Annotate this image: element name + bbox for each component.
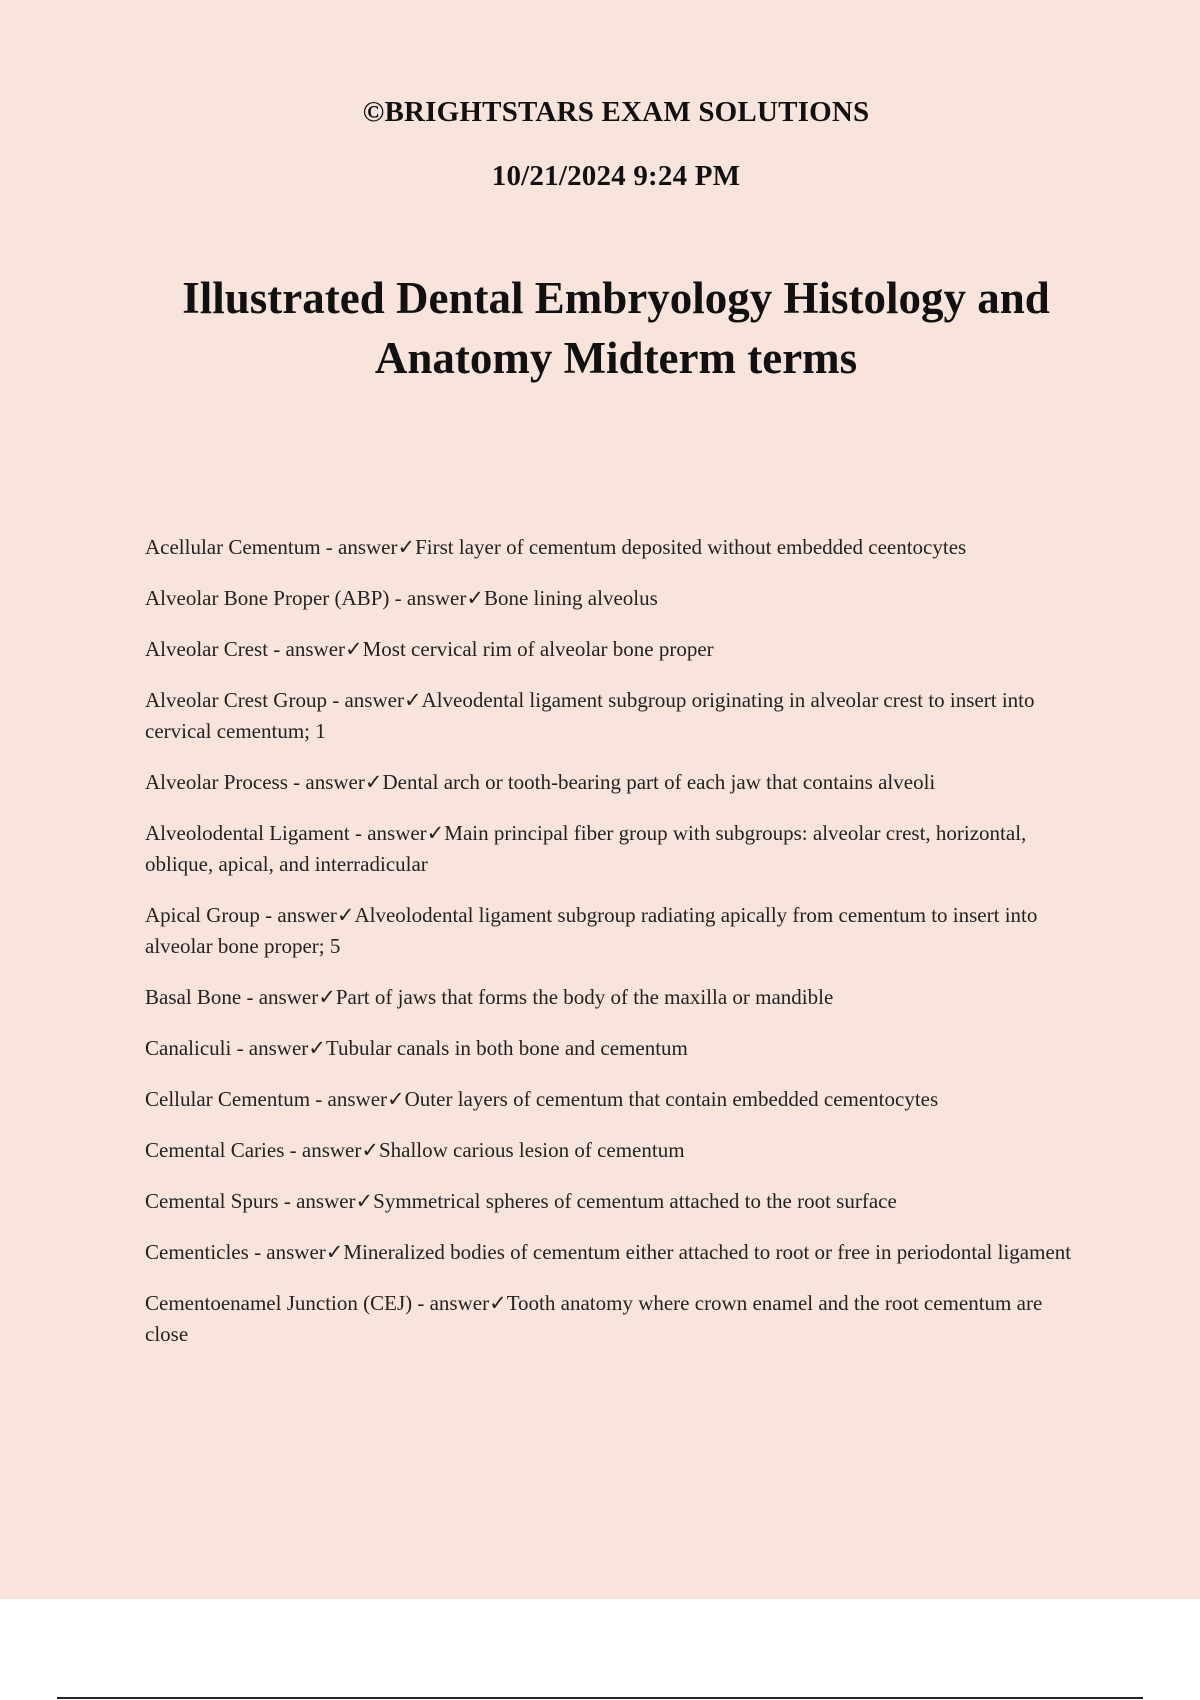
term-entry: [145, 982, 1085, 1013]
checkmark-icon: ✓: [489, 1291, 507, 1315]
term-entry: [145, 634, 1085, 665]
term-definition: Mineralized bodies of cementum either attached to root or free in periodontal ligament: [343, 1240, 1072, 1264]
answer-separator: - answer: [310, 1087, 388, 1111]
checkmark-icon: ✓: [466, 586, 484, 610]
term-name: Alveolar Crest Group: [145, 688, 327, 712]
checkmark-icon: ✓: [318, 985, 336, 1009]
term-name: Alveolar Process: [145, 770, 288, 794]
answer-separator: - answer: [412, 1291, 490, 1315]
answer-separator: - answer: [241, 985, 319, 1009]
title-line-2: Anatomy Midterm terms: [374, 333, 858, 383]
checkmark-icon: ✓: [364, 770, 383, 794]
answer-separator: - answer: [326, 688, 404, 712]
term-entry: [145, 1186, 1085, 1217]
header-datetime: 10/21/2024 9:24 PM: [491, 160, 741, 192]
answer-separator: - answer: [287, 770, 365, 794]
term-definition: Dental arch or tooth-bearing part of each jaw that contains alveoli: [382, 770, 936, 794]
term-definition: Tooth anatomy where crown enamel and the root cementum are close: [145, 1291, 1043, 1346]
term-name: Apical Group: [145, 903, 260, 927]
term-name: Cemental Spurs: [145, 1189, 279, 1213]
term-entry: [145, 583, 1085, 614]
document-title: [100, 268, 1132, 388]
term-definition: Tubular canals in both bone and cementum: [325, 1036, 688, 1060]
terms-list: [145, 532, 1085, 1370]
term-entry: [145, 767, 1085, 798]
term-definition: Most cervical rim of alveolar bone proper: [362, 637, 714, 661]
term-definition: Bone lining alveolus: [483, 586, 658, 610]
header-brand: ©BRIGHTSTARS EXAM SOLUTIONS: [362, 96, 870, 128]
term-definition: Outer layers of cementum that contain embedded cementocytes: [404, 1087, 939, 1111]
term-name: Basal Bone: [145, 985, 242, 1009]
term-name: Alveolar Crest: [145, 637, 269, 661]
term-name: Alveolar Bone Proper (ABP): [145, 586, 390, 610]
answer-separator: - answer: [349, 821, 427, 845]
term-definition: Part of jaws that forms the body of the maxilla or mandible: [335, 985, 834, 1009]
term-entry: [145, 1084, 1085, 1115]
answer-separator: - answer: [268, 637, 346, 661]
term-definition: Alveodental ligament subgroup originating in alveolar crest to insert into cervical cementum; 1: [145, 688, 1035, 743]
checkmark-icon: ✓: [336, 903, 355, 927]
term-entry: [145, 685, 1085, 747]
answer-separator: - answer: [389, 586, 467, 610]
checkmark-icon: ✓: [345, 637, 363, 661]
term-entry: [145, 1237, 1085, 1268]
term-entry: [145, 1135, 1085, 1166]
term-definition: Alveolodental ligament subgroup radiating apically from cementum to insert into alveolar bone proper; 5: [145, 903, 1038, 958]
answer-separator: - answer: [259, 903, 337, 927]
term-name: Cellular Cementum: [145, 1087, 311, 1111]
term-definition: Main principal fiber group with subgroups: alveolar crest, horizontal, oblique, apical, and interradicular: [145, 821, 1027, 876]
answer-separator: - answer: [248, 1240, 326, 1264]
term-definition: Shallow carious lesion of cementum: [378, 1138, 685, 1162]
term-name: Cementicles: [145, 1240, 249, 1264]
checkmark-icon: ✓: [308, 1036, 326, 1060]
term-name: Alveolodental Ligament: [145, 821, 350, 845]
checkmark-icon: ✓: [361, 1138, 379, 1162]
answer-separator: - answer: [231, 1036, 309, 1060]
checkmark-icon: ✓: [325, 1240, 344, 1264]
term-entry: [145, 818, 1085, 880]
footer-divider: [57, 1697, 1143, 1699]
answer-separator: - answer: [320, 535, 398, 559]
checkmark-icon: ✓: [387, 1087, 405, 1111]
checkmark-icon: ✓: [355, 1189, 374, 1213]
term-entry: [145, 1288, 1085, 1350]
term-entry: [145, 900, 1085, 962]
term-name: Cementoenamel Junction (CEJ): [145, 1291, 413, 1315]
term-entry: [145, 1033, 1085, 1064]
checkmark-icon: ✓: [426, 821, 445, 845]
title-line-1: Illustrated Dental Embryology Histology and: [182, 273, 1050, 323]
checkmark-icon: ✓: [397, 535, 416, 559]
term-definition: First layer of cementum deposited without embedded ceentocytes: [415, 535, 967, 559]
answer-separator: - answer: [284, 1138, 362, 1162]
answer-separator: - answer: [278, 1189, 356, 1213]
term-name: Cemental Caries: [145, 1138, 285, 1162]
term-entry: [145, 532, 1085, 563]
term-definition: Symmetrical spheres of cementum attached to the root surface: [373, 1189, 897, 1213]
term-name: Canaliculi: [145, 1036, 232, 1060]
checkmark-icon: ✓: [403, 688, 422, 712]
term-name: Acellular Cementum: [145, 535, 321, 559]
